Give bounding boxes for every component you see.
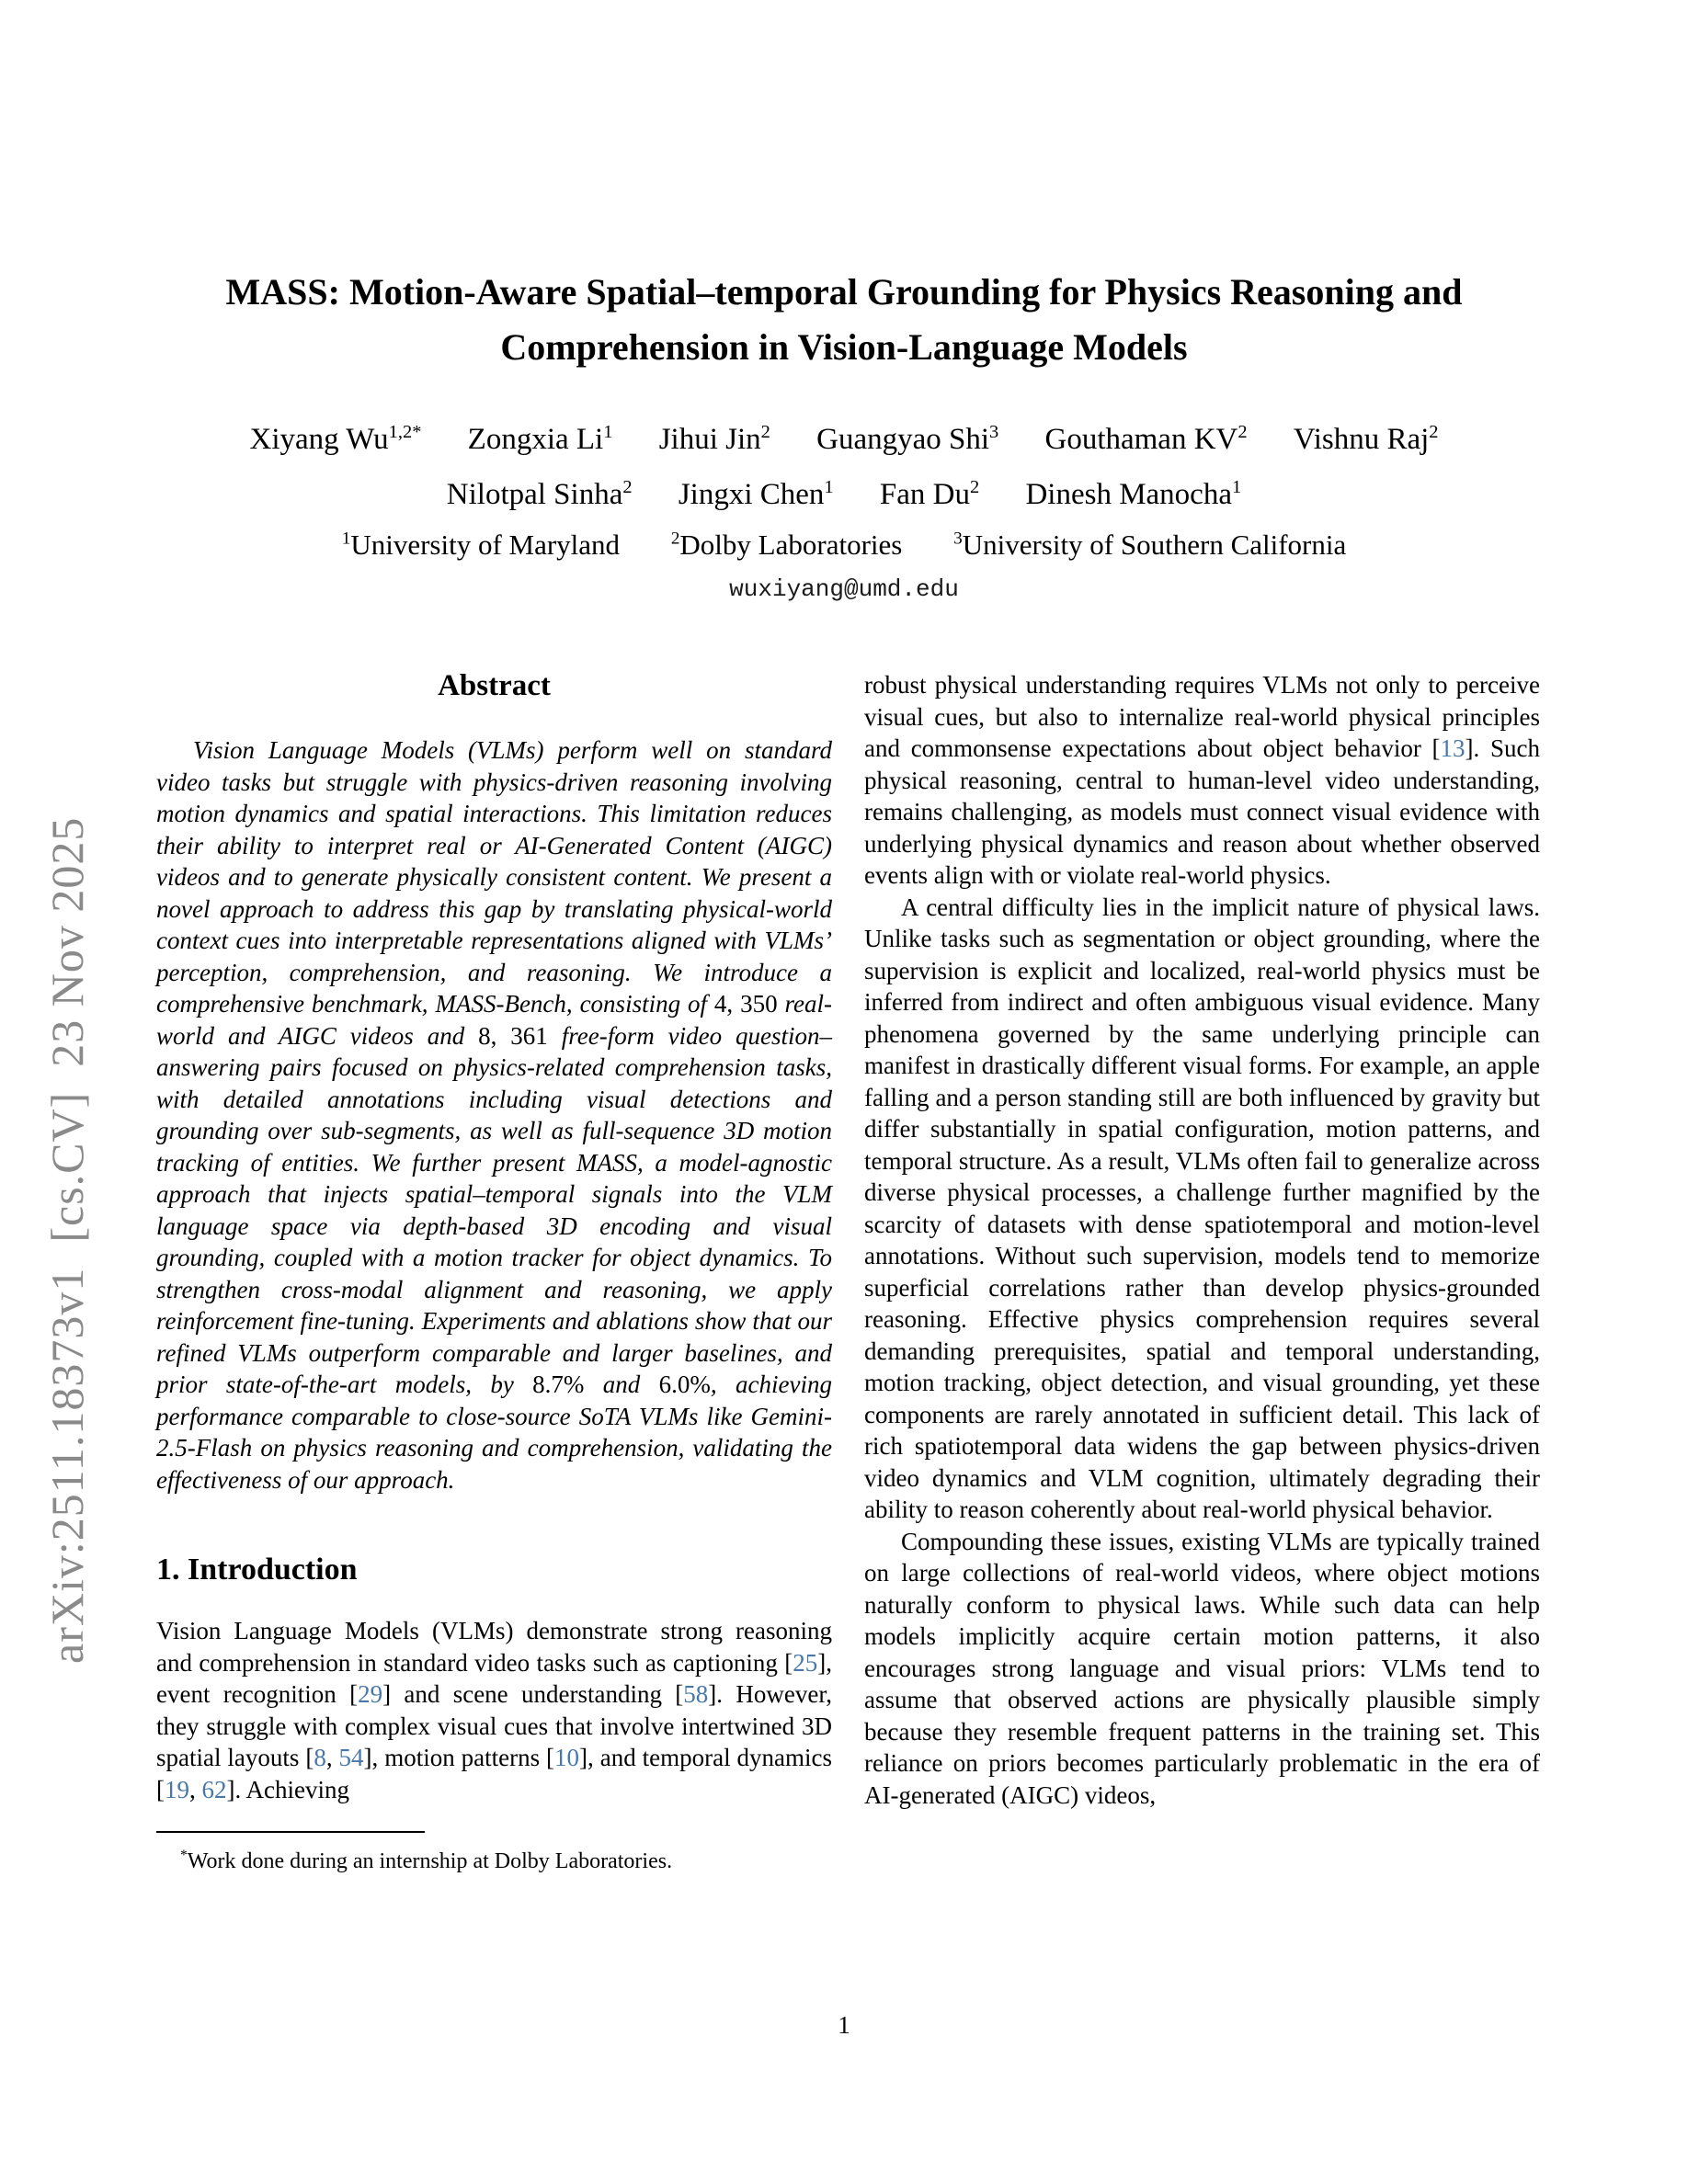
citation-link[interactable]: 62	[201, 1775, 227, 1803]
author-affil-marker: 2	[1237, 422, 1248, 442]
footnote-rule	[156, 1831, 425, 1833]
text-segment: ], and temporal dynamics [	[156, 1744, 833, 1803]
abstract-heading: Abstract	[438, 669, 551, 703]
citation-link[interactable]: 13	[1440, 734, 1466, 763]
affil-marker: 3	[953, 529, 963, 549]
author-name: Guangyao Shi	[816, 423, 990, 456]
author-affil-marker: 1	[1231, 477, 1242, 497]
author	[447, 478, 633, 511]
text-segment: free-form video question–answering pairs focused on physics-related comprehension tasks, with detailed annotations including visual detections and grounding over sub-segments, as well as full-sequence 3D motion tracking of entities. We further present MASS, a model-agnostic approach that injects spatial–temporal signals into the VLM language space via depth-based 3D encoding and visual grounding, coupled with a motion tracker for object dynamics. To strengthen cross-modal alignment and reasoning, we apply reinforcement fine-tuning. Experiments and ablations show that our refined VLMs outperform comparable and larger baselines, and prior state-of-the-art models, by	[156, 1021, 833, 1399]
author	[468, 423, 613, 456]
abstract-paragraph	[156, 734, 832, 1496]
author-name: Xiyang Wu	[249, 423, 389, 456]
citation-link[interactable]: 54	[338, 1744, 364, 1772]
authors-block	[0, 412, 1688, 603]
author	[1025, 478, 1241, 511]
affiliations-row	[0, 520, 1688, 564]
text-segment: and	[584, 1371, 659, 1399]
affil-name: University of Southern California	[962, 529, 1347, 562]
author-name: Nilotpal Sinha	[446, 478, 623, 511]
citation-link[interactable]: 8	[314, 1744, 326, 1772]
page-number: 1	[838, 2011, 850, 2039]
author-affil-marker: 2	[760, 422, 770, 442]
author-name: Dinesh Manocha	[1025, 478, 1232, 511]
text-segment: 8, 361	[478, 1021, 548, 1050]
author-name: Jihui Jin	[658, 423, 761, 456]
citation-link[interactable]: 10	[554, 1744, 580, 1772]
body-paragraph: Compounding these issues, existing VLMs are typically trained on large collections of real-world videos, where object motions naturally conform to physical laws. While such data can help models implicitly acquire certain motion patterns, it also encourages strong language and visual priors: VLMs tend to assume that observed actions are physically plausible simply because they resemble frequent patterns in the training set. This reliance on priors becomes particularly problematic in the era of AI-generated (AIGC) videos,	[864, 1527, 1540, 1809]
text-segment: ] and scene understanding [	[382, 1680, 684, 1709]
affiliation	[953, 529, 1346, 561]
author	[1044, 423, 1247, 456]
author-name: Fan Du	[879, 478, 970, 511]
text-segment: 4, 350	[713, 990, 778, 1018]
author-name: Zongxia Li	[467, 423, 604, 456]
author-affil-marker: 1	[603, 422, 613, 442]
paper-title: MASS: Motion-Aware Spatial–temporal Grounding for Physics Reasoning and Comprehension in Vision-Language Models	[225, 271, 1463, 368]
text-segment: ,	[325, 1744, 339, 1772]
author-affil-marker: 2	[622, 477, 633, 497]
footnote-text: Work done during an internship at Dolby Laboratories.	[187, 1849, 673, 1874]
citation-link[interactable]: 58	[683, 1680, 709, 1709]
author	[679, 478, 834, 511]
introduction-heading: 1. Introduction	[156, 1553, 358, 1587]
author-name: Gouthaman KV	[1044, 423, 1238, 456]
citation-link[interactable]: 19	[165, 1775, 189, 1803]
affil-name: Dolby Laboratories	[679, 529, 903, 562]
footnote-marker: *	[180, 1848, 188, 1864]
affil-marker: 1	[341, 529, 351, 549]
citation-link[interactable]: 25	[793, 1648, 818, 1677]
affiliation	[671, 529, 903, 561]
author	[816, 423, 998, 456]
affiliation	[342, 529, 620, 561]
author-affil-marker: 2	[969, 477, 980, 497]
author-affil-marker: 3	[989, 422, 999, 442]
arxiv-watermark: arXiv:2511.18373v1 [cs.CV] 23 Nov 2025	[41, 816, 93, 1664]
text-segment: ]. Achieving	[226, 1775, 349, 1803]
affil-marker: 2	[670, 529, 680, 549]
paper-header	[0, 0, 1688, 603]
text-segment: ], motion patterns [	[363, 1744, 555, 1772]
right-column	[864, 669, 1540, 1875]
citation-link[interactable]: 29	[358, 1680, 383, 1709]
body-paragraph: A central difficulty lies in the implicit nature of physical laws. Unlike tasks such as segmentation or object grounding, where the supervision is explicit and localized, real-world physics must be inferred from indirect and often ambiguous visual evidence. Many phenomena governed by the same underlying principle can manifest in drastically different visual forms. For example, an apple falling and a person standing still are both influenced by gravity but differ substantially in spatial configuration, motion patterns, and temporal structure. As a result, VLMs often fail to generalize across diverse physical processes, a challenge further magnified by the scarcity of datasets with dense spatiotemporal and motion-level annotations. Without such supervision, models tend to memorize superficial correlations rather than develop physics-grounded reasoning. Effective physics comprehension requires several demanding prerequisites, spatial and temporal understanding, motion tracking, object detection, and visual grounding, yet these components are rarely annotated in sufficient detail. This lack of rich spatiotemporal data widens the gap between physics-driven video dynamics and VLM cognition, ultimately degrading their ability to reason coherently about real-world physical behavior.	[864, 893, 1540, 1524]
author-name: Vishnu Raj	[1293, 423, 1430, 456]
author-affil-marker: 1	[824, 477, 834, 497]
left-column	[156, 669, 832, 1875]
text-segment: 6.0%	[658, 1371, 711, 1399]
footnote	[156, 1842, 832, 1875]
author	[659, 423, 770, 456]
text-segment: ], event recognition [	[156, 1648, 832, 1709]
text-segment: Vision Language Models (VLMs) demonstrate strong reasoning and comprehension in standard video tasks such as captioning [	[156, 1617, 832, 1677]
author-name: Jingxi Chen	[678, 478, 825, 511]
author	[250, 423, 422, 456]
authors-row-1	[0, 412, 1688, 460]
text-segment: Vision Language Models (VLMs) perform well on standard video tasks but struggle with physics-driven reasoning involving motion dynamics and spatial interactions. This limitation reduces their ability to interpret real or AI-Generated Content (AIGC) videos and to generate physically consistent content. We present a novel approach to address this gap by translating physical-world context cues into interpretable representations aligned with VLMs’ perception, comprehension, and reasoning. We introduce a comprehensive benchmark, MASS-Bench, consisting of	[156, 736, 832, 1018]
text-segment: ]. Such physical reasoning, central to human-level video understanding, remains challenging, as models must connect visual evidence with underlying physical dynamics and reason about whether observed events align with or violate real-world physics.	[864, 734, 1540, 890]
author-affil-marker: 2	[1429, 422, 1439, 442]
text-segment: real-world and AIGC videos and	[156, 990, 832, 1050]
text-segment: ,	[189, 1775, 202, 1803]
text-segment: , achieving performance comparable to close-source SoTA VLMs like Gemini-2.5-Flash on physics reasoning and comprehension, validating the effectiveness of our approach.	[156, 1371, 832, 1494]
text-segment: 8.7%	[532, 1371, 585, 1399]
text-segment: ]. However, they struggle with complex visual cues that involve intertwined 3D spatial layouts [	[156, 1680, 832, 1772]
author-affil-marker: 1,2*	[388, 422, 422, 442]
two-column-body	[156, 669, 1540, 1875]
author	[1294, 423, 1439, 456]
authors-row-2	[0, 467, 1688, 515]
body-paragraph	[864, 669, 1540, 892]
text-segment: robust physical understanding requires VLMs not only to perceive visual cues, but also to internalize real-world physical principles and commonsense expectations about object behavior [	[864, 671, 1540, 763]
author-email: wuxiyang@umd.edu	[729, 575, 959, 604]
affil-name: University of Maryland	[350, 529, 621, 562]
author	[880, 478, 979, 511]
introduction-paragraph	[156, 1615, 832, 1805]
